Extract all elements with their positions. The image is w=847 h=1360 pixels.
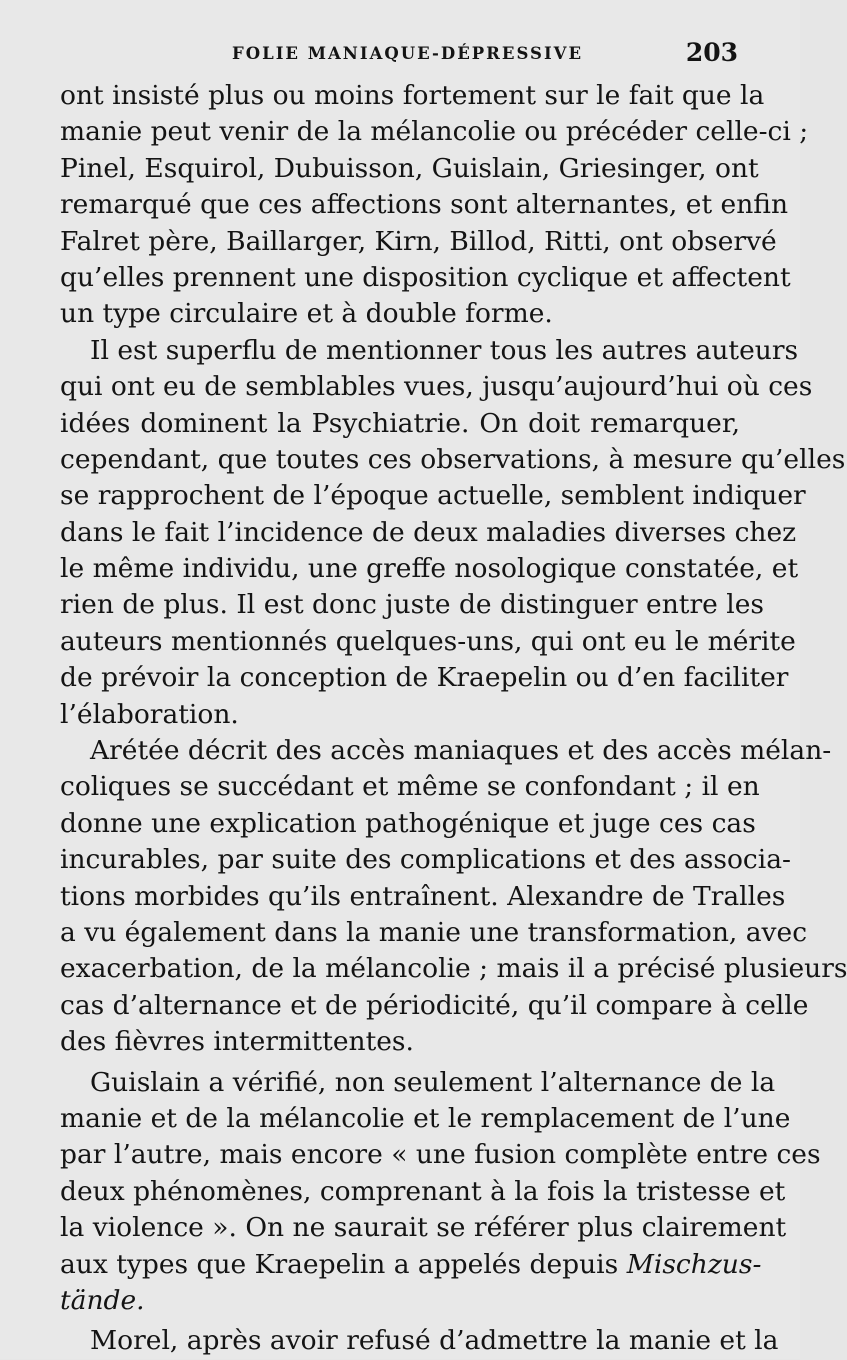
italic-term-tail: tände. xyxy=(60,1284,145,1316)
text-line xyxy=(60,1283,740,1319)
text-line: se rapprochent de l’époque actuelle, semblent indiquer xyxy=(60,480,806,512)
text-line: coliques se succédant et même se confondant ; il en xyxy=(60,771,760,803)
paragraph-1 xyxy=(60,78,809,333)
paragraph-3 xyxy=(60,733,847,1061)
text-line: rien de plus. Il est donc juste de distinguer entre les xyxy=(60,589,764,621)
text-line: Il est superflu de mentionner tous les autres auteurs xyxy=(90,334,799,366)
text-line: Falret père, Baillarger, Kirn, Billod, Ritti, ont observé xyxy=(60,225,777,257)
text-line: manie et de la mélancolie et le remplacement de l’une xyxy=(60,1102,791,1134)
text-line: Pinel, Esquirol, Dubuisson, Guislain, Griesinger, ont xyxy=(60,152,759,184)
running-head: FOLIE MANIAQUE-DÉPRESSIVE xyxy=(232,44,584,63)
text-line: par l’autre, mais encore « une fusion complète entre ces xyxy=(60,1139,821,1171)
text-line: manie peut venir de la mélancolie ou précéder celle-ci ; xyxy=(60,116,809,148)
text-line: idées dominent la Psychiatrie. On doit remarquer, xyxy=(60,407,740,439)
paragraph-4 xyxy=(60,1065,821,1320)
text-line: tions morbides qu’ils entraînent. Alexandre de Tralles xyxy=(60,880,786,912)
text-line: ont insisté plus ou moins fortement sur le fait que la xyxy=(60,80,765,111)
page-number: 203 xyxy=(685,38,738,67)
text-line: des fièvres intermittentes. xyxy=(60,1026,414,1058)
text-line: Guislain a vérifié, non seulement l’alternance de la xyxy=(90,1066,776,1098)
body-text xyxy=(60,78,847,1360)
text-line xyxy=(60,1247,762,1283)
text-line: a vu également dans la manie une transformation, avec xyxy=(60,916,808,948)
text-line: dans le fait l’incidence de deux maladies diverses chez xyxy=(60,516,797,548)
text-line: la violence ». On ne saurait se référer plus clairement xyxy=(60,1212,787,1244)
italic-term: Mischzus- xyxy=(626,1248,762,1280)
text-line: incurables, par suite des complications et des associa- xyxy=(60,844,792,876)
text-line: l’élaboration. xyxy=(60,698,239,730)
text-line: de prévoir la conception de Kraepelin ou d’en faciliter xyxy=(60,662,789,694)
page-header xyxy=(0,38,800,78)
text-span: aux types que Kraepelin a appelés depuis xyxy=(60,1248,619,1280)
paragraph-5 xyxy=(60,1323,779,1359)
text-line: Arétée décrit des accès maniaques et des accès mélan- xyxy=(90,735,832,767)
text-line: cas d’alternance et de périodicité, qu’il compare à celle xyxy=(60,989,809,1021)
text-line: auteurs mentionnés quelques-uns, qui ont eu le mérite xyxy=(60,625,796,657)
text-line: remarqué que ces affections sont alternantes, et enfin xyxy=(60,189,789,221)
text-line: le même individu, une greffe nosologique constatée, et xyxy=(60,553,799,585)
text-line: cependant, que toutes ces observations, à mesure qu’elles xyxy=(60,443,846,475)
text-line: exacerbation, de la mélancolie ; mais il a précisé plusieurs xyxy=(60,953,847,985)
text-line: qu’elles prennent une disposition cyclique et affectent xyxy=(60,261,791,293)
text-line: Morel, après avoir refusé d’admettre la manie et la xyxy=(90,1325,779,1357)
text-line: deux phénomènes, comprenant à la fois la tristesse et xyxy=(60,1175,786,1207)
paragraph-2 xyxy=(60,333,846,733)
text-line: un type circulaire et à double forme. xyxy=(60,298,553,330)
text-line: qui ont eu de semblables vues, jusqu’aujourd’hui où ces xyxy=(60,371,813,403)
text-line: donne une explication pathogénique et juge ces cas xyxy=(60,807,756,839)
